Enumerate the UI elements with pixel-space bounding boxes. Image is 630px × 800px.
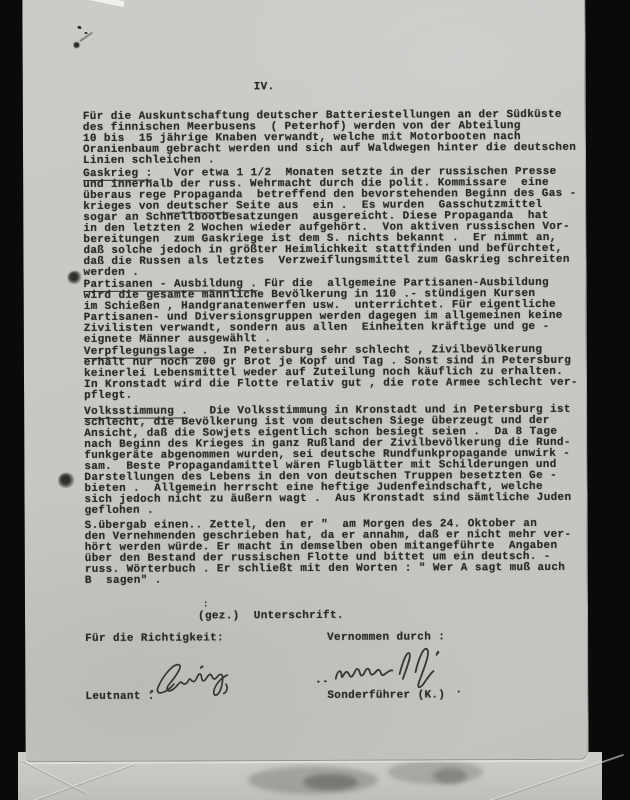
stray-period: . xyxy=(455,684,463,697)
text-line: Darstellungen des Lebens in den von deutschen Truppen besetzten Ge - xyxy=(84,469,558,484)
ink-spot-margin-2 xyxy=(58,473,74,488)
text-line: geflohen . xyxy=(84,504,155,517)
text-line: eignete Männer ausgewählt . xyxy=(83,333,272,346)
text-line: überaus rege Propaganda betreffend den bevorstehenden Beginn des Gas - xyxy=(83,187,577,202)
text-line: Oranienbaum gebracht werden und sich auf Waldwegen hinter die deutschen xyxy=(82,141,577,156)
text-line: funkgeräte abgenommen wurden, sei deutsche Rundfunkpropagande unwirk - xyxy=(84,447,571,462)
signature-stroke xyxy=(316,648,440,693)
heading-line-rest: Die Volksstimmung in Kronstadt und in Petersburg ist xyxy=(188,403,571,418)
text-line: hört werden würde. Er macht in demselben oben mitangeführte Angaben xyxy=(84,539,558,554)
gez-unterschrift-line: (gez.) Unterschrift. xyxy=(198,609,344,623)
text-line: bereitungen zum Gaskriege ist dem S. nichts bekannt . Er nimmt an, xyxy=(83,231,557,246)
document-sheet xyxy=(22,0,588,762)
heading-partisanen-ausbildung: Partisanen - Ausbildung . xyxy=(83,278,258,291)
text-line: im Schießen , Handgranatenwerfen usw. unterrichtet. Für eigentliche xyxy=(83,298,556,313)
smudge xyxy=(433,768,467,784)
corner-fold-mark xyxy=(82,0,124,7)
paragraph-verpflegungslage xyxy=(84,345,586,402)
text-line: Partisanen- und Diversionsgruppen werden dagegen im allgemeinen keine xyxy=(83,309,563,324)
heading-line-rest: Für die allgemeine Partisanen-Ausbildung xyxy=(257,276,549,291)
text-line: wird die gesamte männliche Bevölkerung in 110 .- stündigen Kursen xyxy=(83,287,536,302)
ink-spot-margin-1 xyxy=(68,271,82,284)
text-line: werden . xyxy=(83,266,140,279)
paragraph-zettel xyxy=(85,519,587,587)
text-line: russ. Wörterbuch . Er schließt mit den Worten : " Wer A sagt muß auch xyxy=(84,561,566,576)
text-line: daß solche jedoch in größter Heimlichkeit stattfinden und befürchtet, xyxy=(83,242,563,257)
text-line: Linien schleichen . xyxy=(83,154,215,167)
text-line: sam. Beste Propagandamittel wären Flugblätter mit Schilderungen und xyxy=(84,458,557,473)
text-line: S.übergab einen.. Zettel, den er " am Morgen des 24. Oktober an xyxy=(84,517,538,532)
text-line: daß die Russen als letztes Verzweiflungsmittel zum Gaskrieg schreiten xyxy=(83,253,570,268)
text-line: In Kronstadt wird die Flotte relativ gut , die rote Armee schlecht ver- xyxy=(83,376,578,391)
text-line: Ansicht, daß die Sowjets eigentlich schon besiegt seien . Da 8 Tage xyxy=(84,425,558,440)
ink-dot xyxy=(77,25,82,29)
line-segment: Seite aus ein . Es wurden Gasschutzmittel xyxy=(228,198,543,213)
heading-volksstimmung: Volksstimmung . xyxy=(84,405,189,418)
text-line: erhält nur noch 200 gr Brot je Kopf und Tag . Sonst sind in Petersburg xyxy=(83,354,572,369)
heading-gaskrieg: Gaskrieg : xyxy=(83,167,153,180)
paragraph-intro xyxy=(83,110,585,167)
paragraph-gaskrieg xyxy=(83,167,585,279)
signature-ludwig-handwritten xyxy=(141,643,277,707)
ink-blot-top-left xyxy=(70,21,104,55)
text-line: den Vernehmenden geschrieben hat, da er annahm, daß er nicht mehr ver- xyxy=(84,528,572,543)
label-fuer-die-richtigkeit: Für die Richtigkeit: xyxy=(85,632,224,645)
label-vernommen-durch: Vernommen durch : xyxy=(327,631,446,644)
rank-sonderfuehrer: Sonderführer (K.) xyxy=(327,689,446,702)
text-line: in den letzten 2 Wochen wieder aufgehört. Von aktiven russischen Vor- xyxy=(83,220,571,235)
ink-dot xyxy=(74,42,80,48)
section-number-heading: IV. xyxy=(253,81,275,94)
text-line: bieten . Allgemein herrscht eine heftige Judenfeindschaft, welche xyxy=(84,480,543,495)
text-line: Für die Auskuntschaftung deutscher Batteriestellungen an der Südküste xyxy=(82,108,562,123)
text-line: 10 bis 15 jährige Knaben verwandt, welche mit Motorbooten nach xyxy=(82,131,522,145)
text-line: über den Bestand der russischen Flotte und bittet um ein deutsch. - xyxy=(84,550,551,565)
paragraph-partisanen xyxy=(84,278,586,346)
text-line: schlecht, die Bevölkerung ist vom deutschen Siege überzeugt und der xyxy=(84,414,550,429)
smudge xyxy=(303,774,358,790)
heading-verpflegungslage: Verpflegungslage . xyxy=(83,345,209,358)
signature-sonderfuehrer-handwritten xyxy=(310,635,469,702)
rank-leutnant: Leutnant . xyxy=(85,690,155,703)
text-line: pflegt. xyxy=(84,389,133,402)
underlined-word-deutscher: deutscher xyxy=(166,200,230,213)
text-line: und innerhalb der russ. Wehrmacht durch die polit. Kommissare eine xyxy=(83,176,549,191)
signature-stroke xyxy=(149,661,229,700)
colon-artifact: : xyxy=(202,599,209,610)
text-line: B sagen" . xyxy=(84,574,162,587)
text-line: nach Beginn des Krieges in ganz Rußland der Zivilbevölkerung die Rund- xyxy=(84,436,571,451)
paragraph-volksstimmung xyxy=(84,405,586,517)
line-segment: krieges von xyxy=(83,200,167,213)
heading-line-rest: Vor etwa 1 1/2 Monaten setzte in der russischen Presse xyxy=(152,165,557,180)
text-line: sich jedoch nicht zu äußern wagt . Aus Kronstadt sind sämtliche Juden xyxy=(84,491,572,506)
text-line: keinerlei Lebensmittel weder auf Zuteilung noch käuflich zu erhalten. xyxy=(83,365,564,380)
text-line: sogar an Schnellbootbesatzungen ausgereicht. Diese Propaganda hat xyxy=(83,209,549,224)
document-text xyxy=(83,81,588,703)
text-line: Zivilisten verwandt, sondern aus allen Einheiten kräftige und ge - xyxy=(83,320,550,335)
heading-line-rest: In Petersburg sehr schlecht , Zivilbevölkerung xyxy=(208,343,543,358)
text-line: des finnischen Meerbusens ( Peterhof) werden von der Abteilung xyxy=(82,120,521,134)
